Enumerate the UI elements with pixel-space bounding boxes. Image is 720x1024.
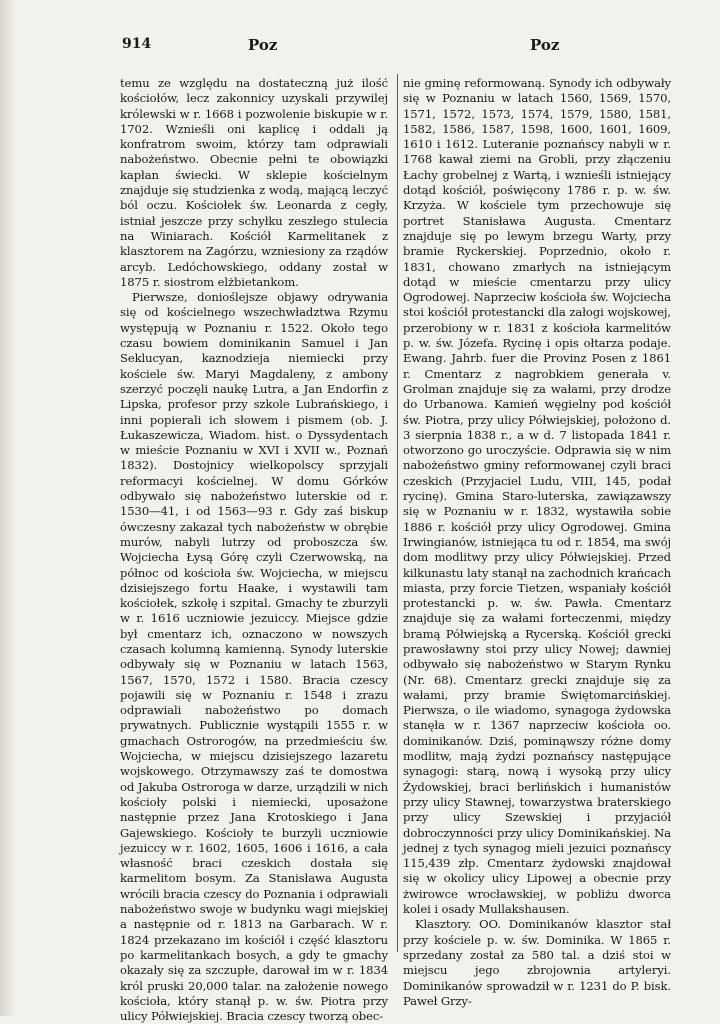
paragraph: temu ze względu na dostateczną już ilość kościołów, lecz zakonnicy uzyskali przywilej królewski w r. 1668 i pozwolenie biskupie w r. 1702. Wznieśli oni kaplicę i oddali ją konfratrom swoim, którzy tam odprawiali nabożeństwo. Obecnie pełni te obowiązki kapłan świecki. W sklepie kościelnym znajduje się studzienka z wodą, mającą leczyć ból oczu. Kościołek św. Leonarda z cegły, istniał jeszcze przy schyłku zeszłego stulecia na Winiarach. Kościół Karmelitanek z klasztorem na Zagórzu, wzniesiony za rządów arcyb. Ledóchowskiego, oddany został w 1875 r. siostrom elżbietankom. bbox=[120, 76, 388, 289]
left-column bbox=[120, 76, 388, 1024]
right-column bbox=[403, 76, 671, 1009]
running-title-left: Poz bbox=[248, 36, 278, 54]
running-title-right: Poz bbox=[530, 36, 560, 54]
paragraph: Pierwsze, donioślejsze objawy odrywania się od kościelnego wszechwładztwa Rzymu występują w Poznaniu r. 1522. Około tego czasu bowiem dominikanin Samuel i Jan Seklucyan, kaznodzieja niemiecki przy kościele św. Maryi Magdaleny, z ambony szerzyć poczęli naukę Lutra, a Jan Endorfin z Lipska, profesor przy szkole Lubrańskiego, i inni popierali ich słowem i pismem (ob. J. Łukaszewicza, Wiadom. hist. o Dyssydentach w mieście Poznaniu w XVI i XVII w., Poznań 1832). Dostojnicy wielkopolscy sprzyjali reformacyi kościelnej. W domu Górków odbywało się nabożeństwo luterskie od r. 1530—41, i od 1563—93 r. Gdy zaś biskup ówczesny zakazał tych nabożeństw w obrębie murów, nabyli lutrzy od proboszcza św. Wojciecha Łysą Górę czyli Czerwowską, na północ od kościoła św. Wojciecha, w miejscu dzisiejszego fortu Haake, i wystawili tam kościołek, szkołę i szpital. Gmachy te zburzyli w r. 1616 uczniowie jezuiccy. Miejsce gdzie był cmentarz ich, oznaczono w nowszych czasach kolumną kamienną. Synody luterskie odbywały się w Poznaniu w latach 1563, 1567, 1570, 1572 i 1580. Bracia czescy pojawili się w Poznaniu r. 1548 i zrazu odprawiali nabożeństwo po domach prywatnych. Publicznie wystąpili 1555 r. w gmachach Ostrorogów, na przedmieściu św. Wojciecha, w miejscu dzisiejszego lazaretu wojskowego. Otrzymawszy zaś te domostwa od Jakuba Ostroroga w darze, urządzili w nich kościoły polski i niemiecki, uposażone następnie przez Jana Krotoskiego i Jana Gajewskiego. Kościoły te burzyli uczniowie jezuiccy w r. 1602, 1605, 1606 i 1616, a cała własność braci czeskich dostała się karmelitom bosym. Za Stanisława Augusta wrócili bracia czescy do Poznania i odprawiali nabożeństwo swoje w budynku wagi miejskiej a następnie od r. 1813 na Garbarach. W r. 1824 przekazano im kościół i część klasztoru po karmelitankach bosych, a gdy te gmachy okazały się za szczupłe, darował im w r. 1834 król pruski 20,000 talar. na założenie nowego kościoła, który stanął p. w. św. Piotra przy ulicy Półwiejskiej. Bracia czescy tworzą obec- bbox=[120, 290, 388, 1024]
page-header bbox=[0, 36, 720, 56]
paragraph: Klasztory. OO. Dominikanów klasztor stał przy kościele p. w. św. Dominika. W 1865 r. sprzedany został za 580 tal. a dziś stoi w miejscu jego zbrojownia artyleryi. Dominikanów sprowadził w r. 1231 do P. bisk. Paweł Grzy- bbox=[403, 917, 671, 1008]
page-number: 914 bbox=[122, 36, 152, 52]
page-edge bbox=[0, 0, 16, 1016]
column-divider bbox=[397, 74, 398, 952]
paragraph: nie gminę reformowaną. Synody ich odbywały się w Poznaniu w latach 1560, 1569, 1570, 1571, 1572, 1573, 1574, 1579, 1580, 1581, 1582, 1586, 1587, 1598, 1600, 1601, 1609, 1610 i 1612. Luteranie poznańscy nabyli w r. 1768 kawał ziemi na Grobli, przy złączeniu Łachy grobelnej z Wartą, i wznieśli istniejący dotąd kościół, poświęcony 1786 r. p. w. św. Krzyża. W kościele tym przechowuje się portret Stanisława Augusta. Cmentarz znajduje się po lewym brzegu Warty, przy bramie Ryckerskiej. Poprzednio, około r. 1831, chowano zmarłych na istniejącym dotąd w mieście cmentarzu przy ulicy Ogrodowej. Naprzeciw kościoła św. Wojciecha stoi kościół protestancki dla załogi wojskowej, przerobiony w r. 1831 z kościoła karmelitów p. w. św. Józefa. Rycinę i opis ołtarza podaje. Ewang. Jahrb. fuer die Provinz Posen z 1861 r. Cmentarz z nagrobkiem generała v. Grolman znajduje się za wałami, przy drodze do Urbanowa. Kamień węgielny pod kościół św. Piotra, przy ulicy Półwiejskiej, położono d. 3 sierpnia 1838 r., a w d. 7 listopada 1841 r. otworzono go uroczyście. Odprawia się w nim nabożeństwo gminy reformowanej czyli braci czeskich (Przyjaciel Ludu, VIII, 145, podał rycinę). Gmina Staro-luterska, zawiązawszy się w Poznaniu w r. 1832, wystawiła sobie 1886 r. kościół przy ulicy Ogrodowej. Gmina Irwingianów, istniejąca tu od r. 1854, ma swój dom modlitwy przy ulicy Półwiejskiej. Przed kilkunastu laty stanął na zachodnich krańcach miasta, przy forcie Tietzen, wspaniały kościół protestancki p. w. św. Pawła. Cmentarz znajduje się za wałami forteczenmi, między bramą Półwiejską a Rycerską. Kościół grecki prawosławny stoi przy ulicy Nowej; dawniej odbywało się nabożeństwo w Starym Rynku (Nr. 68). Cmentarz grecki znajduje się za wałami, przy bramie Świętomarcińskiej. Pierwsza, o ile wiadomo, synagoga żydowska stanęła w r. 1367 naprzeciw kościoła oo. dominikanów. Dziś, pominąwszy różne domy modlitw, mają żydzi poznańscy następujące synagogi: starą, nową i wysoką przy ulicy Żydowskiej, braci berlińskich i humanistów przy ulicy Stawnej, towarzystwa braterskiego przy ulicy Szewskiej i przyjaciół dobroczynności przy ulicy Dominikańskiej. Na jednej z tych synagog mieli jezuici poznańscy 115,439 złp. Cmentarz żydowski znajdował się w okolicy ulicy Lipowej a obecnie przy żwirowce wrocławskiej, w pobliżu dworca kolei i osady Mullakshausen. bbox=[403, 76, 672, 917]
